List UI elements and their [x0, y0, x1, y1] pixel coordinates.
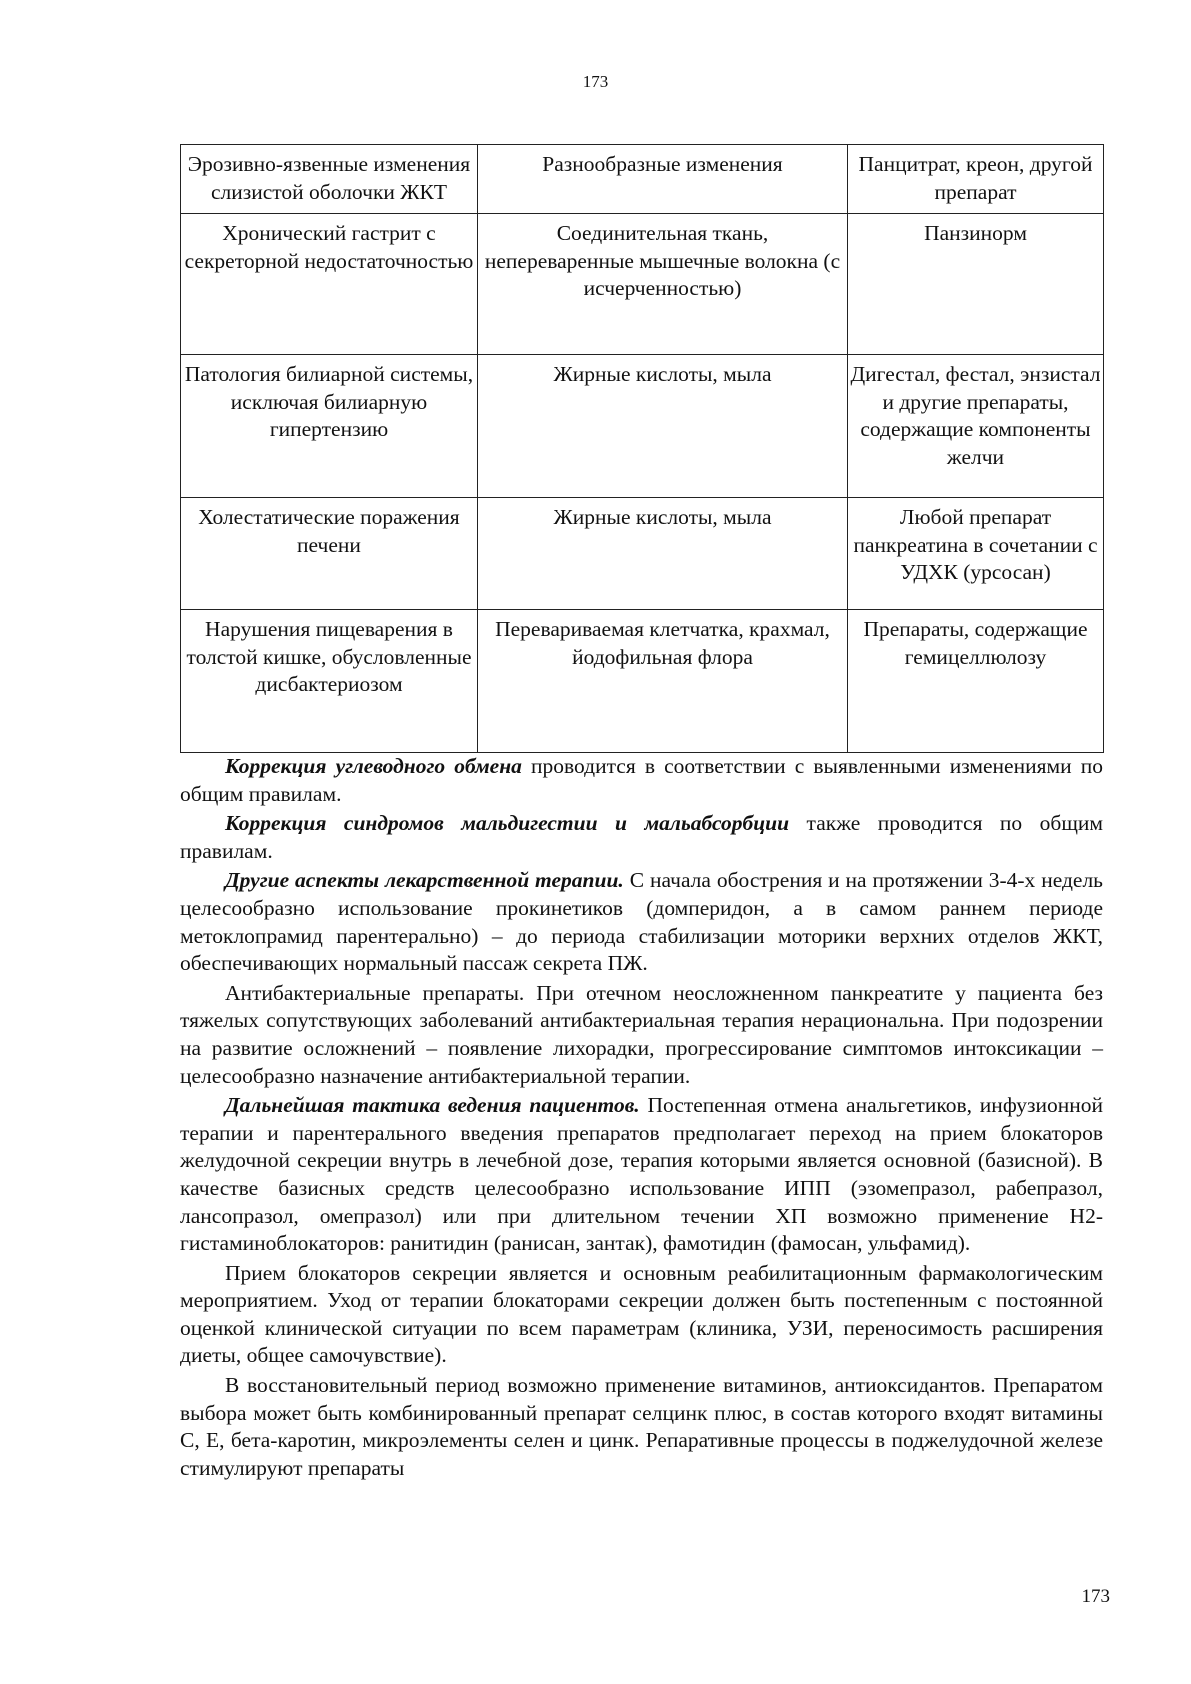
table-row	[181, 214, 1104, 355]
paragraph-carbohydrate-correction	[180, 753, 1103, 808]
table-cell: Нарушения пищеварения в толстой кишке, обусловленные дисбактериозом	[181, 610, 478, 753]
paragraph-text: С начала обострения и на протяжении 3-4-х недель целесообразно использование прокинетиков (домперидон, а в самом раннем периоде метоклопрамид парентерально) – до периода стабилизации моторики верхних отделов ЖКТ, обеспечивающих нормальный пассаж секрета ПЖ.	[180, 868, 1103, 976]
paragraph-text: также проводится по общим правилам.	[180, 811, 1103, 863]
table-cell: Разнообразные изменения	[478, 145, 848, 214]
page-number-top: 173	[582, 72, 609, 91]
paragraph-maldigestion-correction	[180, 810, 1103, 865]
paragraph-text: Постепенная отмена анальгетиков, инфузионной терапии и парентерального введения препаратов предполагает переход на прием блокаторов желудочной секреции внутрь в лечебной дозе, терапия которыми является основной (базисной). В качестве базисных средств целесообразно использование ИПП (эзомепразол, рабепразол, лансопразол, омепразол) или при длительном течении ХП возможно применение Н2-гистаминоблокаторов: ранитидин (ранисан, зантак), фамотидин (фамосан, ульфамид).	[180, 1093, 1103, 1256]
table-cell: Жирные кислоты, мыла	[478, 355, 848, 498]
paragraph-recovery-period	[180, 1372, 1103, 1482]
table-cell: Любой препарат панкреатина в сочетании с УДХК (урсосан)	[848, 498, 1104, 610]
table-cell: Дигестал, фестал, энзистал и другие препараты, содержащие компоненты желчи	[848, 355, 1104, 498]
table-row	[181, 145, 1104, 214]
table-cell: Панцитрат, креон, другой препарат	[848, 145, 1104, 214]
page-number-bottom: 173	[1081, 1586, 1110, 1607]
table-cell: Соединительная ткань, непереваренные мышечные волокна (с исчерченностью)	[478, 214, 848, 355]
table-cell: Жирные кислоты, мыла	[478, 498, 848, 610]
paragraph-lead: Другие аспекты лекарственной терапии.	[225, 868, 624, 893]
paragraph-lead: Коррекция углеводного обмена	[225, 754, 522, 778]
paragraph-text: Прием блокаторов секреции является и основным реабилитационным фармакологическим мероприятием. Уход от терапии блокаторами секреции должен быть постепенным с постоянной оценкой клинической ситуации по всем параметрам (клиника, УЗИ, переносимость расширения диеты, общее самочувствие).	[180, 1260, 1103, 1368]
paragraph-secretion-blockers	[180, 1260, 1103, 1370]
table-cell: Патология билиарной системы, исключая билиарную гипертензию	[181, 355, 478, 498]
paragraph-lead: Коррекция синдромов мальдигестии и мальабсорбции	[225, 811, 790, 836]
paragraph-drug-therapy	[180, 867, 1103, 977]
table-row	[181, 610, 1104, 753]
table-cell: Холестатические поражения печени	[181, 498, 478, 610]
paragraph-further-tactics	[180, 1092, 1103, 1258]
table-cell: Эрозивно-язвенные изменения слизистой оболочки ЖКТ	[181, 145, 478, 214]
enzyme-table	[180, 144, 1104, 753]
table-row	[181, 355, 1104, 498]
paragraph-text: проводится в соответствии с выявленными изменениями по общим правилам.	[180, 754, 1103, 806]
paragraph-lead: Дальнейшая тактика ведения пациентов.	[225, 1093, 640, 1118]
table-cell: Перевариваемая клетчатка, крахмал, йодофильная флора	[478, 610, 848, 753]
paragraph-antibacterial	[180, 980, 1103, 1090]
table-cell: Хронический гастрит с секреторной недостаточностью	[181, 214, 478, 355]
table-row	[181, 498, 1104, 610]
table-cell: Панзинорм	[848, 214, 1104, 355]
paragraph-text: В восстановительный период возможно применение витаминов, антиоксидантов. Препаратом выбора может быть комбинированный препарат селцинк плюс, в состав которого входят витамины С, Е, бета-каротин, микроэлементы селен и цинк. Репаративные процессы в поджелудочной железе стимулируют препараты	[180, 1373, 1103, 1480]
paragraph-text: Антибактериальные препараты. При отечном неосложненном панкреатите у пациента без тяжелых сопутствующих заболеваний антибактериальная терапия нерациональна. При подозрении на развитие осложнений – появление лихорадки, прогрессирование симптомов интоксикации – целесообразно назначение антибактериальной терапии.	[180, 980, 1103, 1088]
table-cell: Препараты, содержащие гемицеллюлозу	[848, 610, 1104, 753]
body-text	[180, 753, 1103, 1484]
